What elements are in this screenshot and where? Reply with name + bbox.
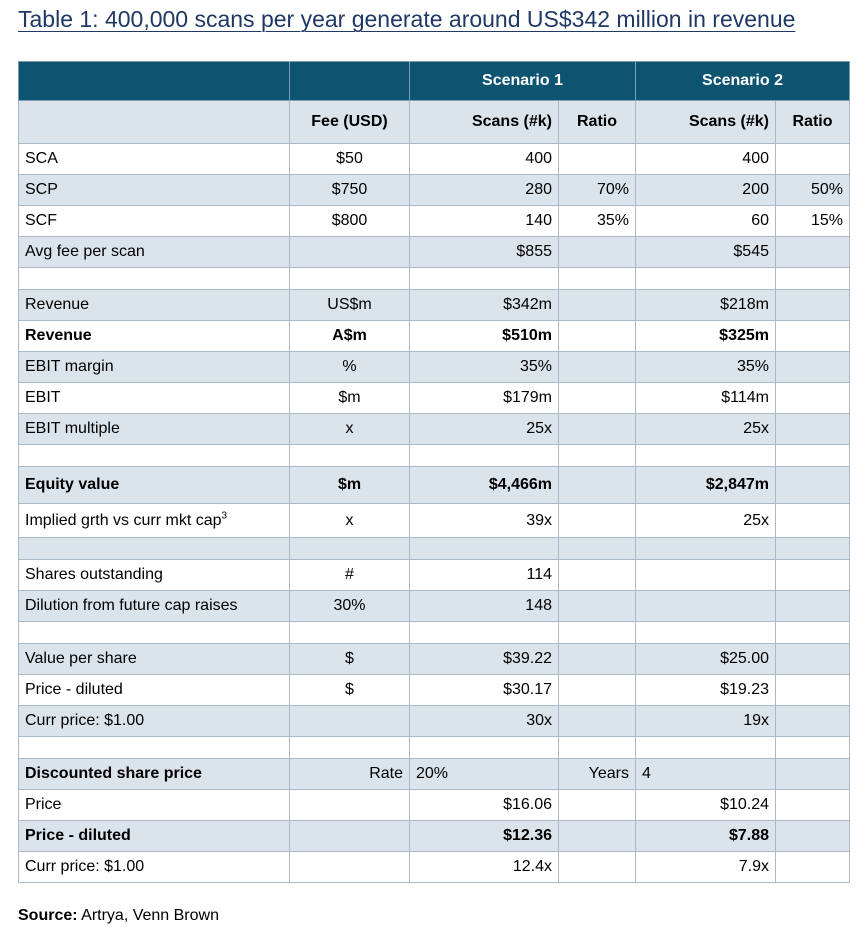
unit-cell: $ <box>290 644 410 675</box>
unit-cell: $m <box>290 383 410 414</box>
table-row <box>19 414 850 445</box>
row-label: Avg fee per scan <box>19 237 290 268</box>
row-label: Curr price: $1.00 <box>19 852 290 883</box>
table-row <box>19 675 850 706</box>
row-label: SCP <box>19 175 290 206</box>
header-row <box>19 62 850 101</box>
row-label: Shares outstanding <box>19 560 290 591</box>
value-cell: $25.00 <box>636 644 776 675</box>
table-row <box>19 175 850 206</box>
value-cell: $510m <box>410 321 559 352</box>
unit-cell: x <box>290 414 410 445</box>
value-cell: 148 <box>410 591 559 622</box>
value-cell: $4,466m <box>410 467 559 504</box>
value-cell: 35% <box>410 352 559 383</box>
scans-cell: 200 <box>636 175 776 206</box>
row-label: EBIT multiple <box>19 414 290 445</box>
value-cell: 25x <box>636 504 776 538</box>
unit-cell: x <box>290 504 410 538</box>
valuation-table <box>18 61 850 883</box>
table-title: Table 1: 400,000 scans per year generate around US$342 million in revenue <box>18 6 796 32</box>
value-cell: 30x <box>410 706 559 737</box>
row-label: EBIT margin <box>19 352 290 383</box>
ratio-cell: 35% <box>559 206 636 237</box>
table-row <box>19 790 850 821</box>
table-row <box>19 591 850 622</box>
spacer-row <box>19 445 850 467</box>
value-cell: 25x <box>410 414 559 445</box>
years-label: Years <box>559 759 636 790</box>
ratio-cell: 50% <box>776 175 850 206</box>
scenario-1-header: Scenario 1 <box>410 62 636 101</box>
fee-header: Fee (USD) <box>290 101 410 144</box>
scans-cell: 280 <box>410 175 559 206</box>
scenario-2-header: Scenario 2 <box>636 62 850 101</box>
row-label: Discounted share price <box>19 759 290 790</box>
value-cell: $855 <box>410 237 559 268</box>
row-label: Equity value <box>19 467 290 504</box>
ratio-header-1: Ratio <box>559 101 636 144</box>
footnote-marker: 3 <box>221 510 228 522</box>
table-row <box>19 206 850 237</box>
years-value: 4 <box>636 759 776 790</box>
value-cell: $545 <box>636 237 776 268</box>
value-cell: 35% <box>636 352 776 383</box>
table-row <box>19 237 850 268</box>
subheader-row <box>19 101 850 144</box>
value-cell: $30.17 <box>410 675 559 706</box>
unit-cell: $m <box>290 467 410 504</box>
row-label: Dilution from future cap raises <box>19 591 290 622</box>
scans-header-1: Scans (#k) <box>410 101 559 144</box>
unit-cell: US$m <box>290 290 410 321</box>
table-row <box>19 352 850 383</box>
row-label: EBIT <box>19 383 290 414</box>
unit-cell: $ <box>290 675 410 706</box>
table-row <box>19 144 850 175</box>
value-cell: 12.4x <box>410 852 559 883</box>
scans-cell: 400 <box>636 144 776 175</box>
unit-cell: A$m <box>290 321 410 352</box>
row-label: Curr price: $1.00 <box>19 706 290 737</box>
source-text: Artrya, Venn Brown <box>77 907 219 924</box>
value-cell: $10.24 <box>636 790 776 821</box>
ratio-cell: 70% <box>559 175 636 206</box>
value-cell: $342m <box>410 290 559 321</box>
scans-cell: 400 <box>410 144 559 175</box>
value-cell: $179m <box>410 383 559 414</box>
scans-cell: 140 <box>410 206 559 237</box>
table-row <box>19 759 850 790</box>
fee-cell: $800 <box>290 206 410 237</box>
table-row <box>19 504 850 538</box>
value-cell: $325m <box>636 321 776 352</box>
ratio-cell <box>559 144 636 175</box>
table-row <box>19 467 850 504</box>
table-row <box>19 644 850 675</box>
value-cell: 25x <box>636 414 776 445</box>
table-row <box>19 321 850 352</box>
rate-label: Rate <box>290 759 410 790</box>
table-row <box>19 852 850 883</box>
row-label: Revenue <box>19 290 290 321</box>
unit-cell: % <box>290 352 410 383</box>
row-label: Value per share <box>19 644 290 675</box>
value-cell: 114 <box>410 560 559 591</box>
spacer-row <box>19 737 850 759</box>
value-cell: $12.36 <box>410 821 559 852</box>
row-label: Implied grth vs curr mkt cap$^3$ <box>19 504 290 538</box>
value-cell: $16.06 <box>410 790 559 821</box>
ratio-cell <box>776 144 850 175</box>
row-label: Price - diluted <box>19 821 290 852</box>
table-row <box>19 821 850 852</box>
table-row <box>19 383 850 414</box>
table-row <box>19 290 850 321</box>
spacer-row <box>19 622 850 644</box>
row-label: SCF <box>19 206 290 237</box>
value-cell: $218m <box>636 290 776 321</box>
value-cell: $39.22 <box>410 644 559 675</box>
table-row <box>19 560 850 591</box>
row-label: Revenue <box>19 321 290 352</box>
rate-value: 20% <box>410 759 559 790</box>
source-note <box>18 907 219 925</box>
value-cell: $114m <box>636 383 776 414</box>
value-cell: 19x <box>636 706 776 737</box>
unit-cell: # <box>290 560 410 591</box>
row-label: Price <box>19 790 290 821</box>
value-cell: $19.23 <box>636 675 776 706</box>
fee-cell: $750 <box>290 175 410 206</box>
scans-header-2: Scans (#k) <box>636 101 776 144</box>
spacer-row <box>19 268 850 290</box>
ratio-header-2: Ratio <box>776 101 850 144</box>
ratio-cell: 15% <box>776 206 850 237</box>
spacer-row <box>19 538 850 560</box>
row-label: SCA <box>19 144 290 175</box>
row-label: Price - diluted <box>19 675 290 706</box>
table-row <box>19 706 850 737</box>
value-cell: $7.88 <box>636 821 776 852</box>
value-cell: 7.9x <box>636 852 776 883</box>
value-cell: $2,847m <box>636 467 776 504</box>
value-cell: 39x <box>410 504 559 538</box>
unit-cell: 30% <box>290 591 410 622</box>
source-label: Source: <box>18 907 78 924</box>
scans-cell: 60 <box>636 206 776 237</box>
fee-cell: $50 <box>290 144 410 175</box>
